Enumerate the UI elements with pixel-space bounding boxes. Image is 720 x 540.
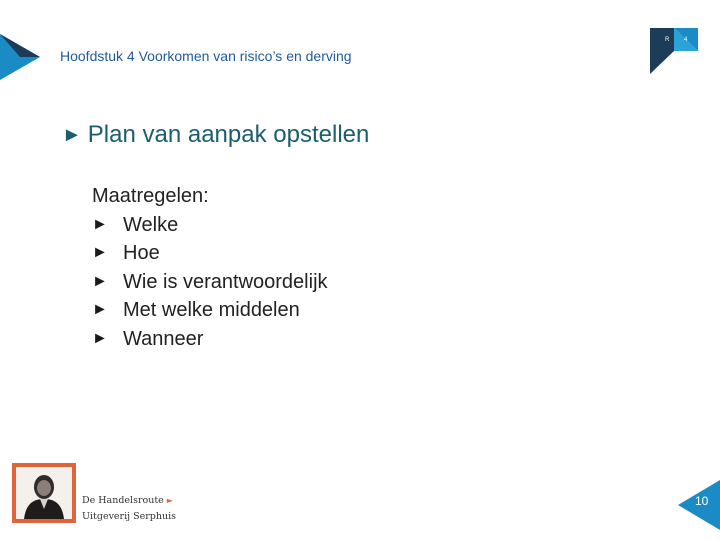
triangle-decoration-icon <box>0 34 40 80</box>
publisher-arrow-icon: ► <box>166 496 173 505</box>
bullet-item <box>92 296 328 325</box>
publisher-line-1: De Handelsroute <box>82 495 164 506</box>
bullet-arrow-icon: ► <box>92 215 108 233</box>
slide-title <box>62 121 369 149</box>
bullet-item <box>92 239 328 268</box>
publisher-logo-icon <box>12 463 76 523</box>
intro-text: Maatregelen: <box>92 185 209 207</box>
bullet-item <box>92 211 328 240</box>
title-arrow-icon: ► <box>62 123 82 146</box>
slide-title-text: Plan van aanpak opstellen <box>87 121 370 148</box>
bullet-arrow-icon: ► <box>92 272 108 290</box>
bullet-item <box>92 268 328 297</box>
bullet-text: Wie is verantwoordelijk <box>123 270 328 293</box>
bullet-text: Hoe <box>123 242 160 264</box>
chapter-badge-icon <box>650 28 698 74</box>
bullet-text: Wanneer <box>123 327 204 350</box>
badge-letter: R <box>665 37 670 43</box>
bullet-arrow-icon: ► <box>92 301 108 318</box>
publisher-line-2: Uitgeverij Serphuis <box>82 511 177 522</box>
bullet-item <box>92 325 328 354</box>
slide-content <box>92 182 328 353</box>
page-number: 10 <box>695 494 709 508</box>
chapter-title: Hoofdstuk 4 Voorkomen van risico’s en derving <box>60 48 352 64</box>
bullet-text: Met welke middelen <box>123 299 300 321</box>
bullet-arrow-icon: ► <box>92 244 108 261</box>
bullet-arrow-icon: ► <box>92 329 108 347</box>
chapter-badge <box>650 28 698 74</box>
bullet-text: Welke <box>123 213 179 236</box>
publisher-name <box>82 493 176 525</box>
badge-number: 4 <box>684 37 688 43</box>
